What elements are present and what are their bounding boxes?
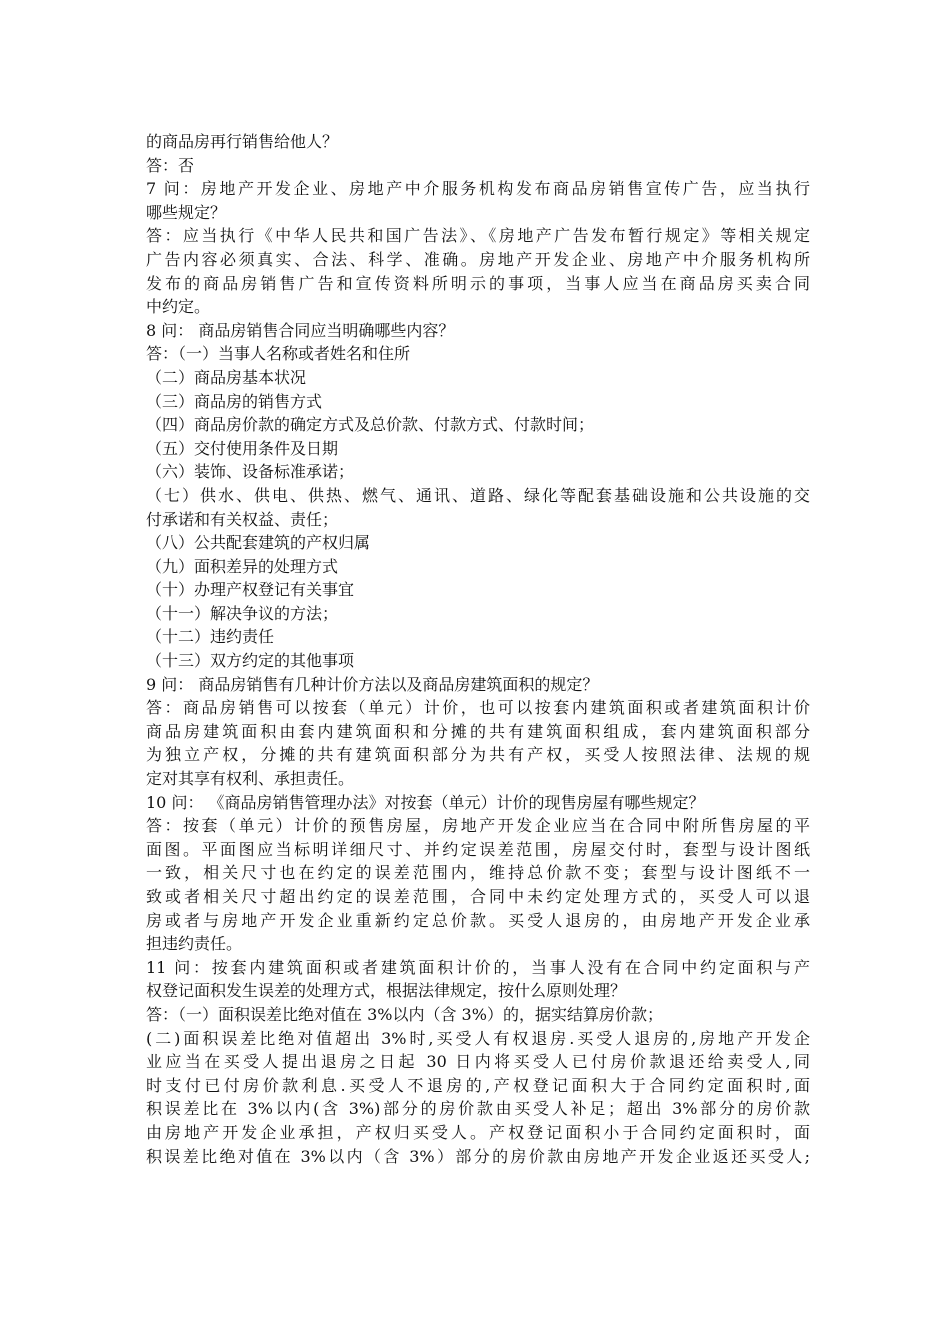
document-line: 担违约责任。 [146,934,243,954]
document-line: 一致，相关尺寸也在约定的误差范围内，维持总价款不变；套型与设计图纸不一 [146,863,810,883]
document-line: 商品房建筑面积由套内建筑面积和分摊的共有建筑面积组成，套内建筑面积部分 [146,721,810,741]
document-page [146,130,810,1168]
document-line: 中约定。 [146,297,211,317]
document-line: 广告内容必须真实、合法、科学、准确。房地产开发企业、房地产中介服务机构所 [146,249,810,269]
document-line: （八）公共配套建筑的产权归属 [146,533,371,553]
document-line: 答：（一）当事人名称或者姓名和住所 [146,344,411,364]
document-line: 积误差比绝对值在 3%以内（含 3%）部分的房价款由房地产开发企业返还买受人; [146,1146,810,1166]
document-line: （六）装饰、设备标准承诺； [146,462,355,482]
document-line: 哪些规定？ [146,202,227,222]
document-line: 答：应当执行《中华人民共和国广告法》、《房地产广告发布暂行规定》等相关规定 [146,226,810,246]
document-line: 积误差比在 3%以内(含 3%)部分的房价款由买受人补足；超出 3%部分的房价款 [146,1099,810,1119]
document-line: 11 问：按套内建筑面积或者建筑面积计价的，当事人没有在合同中约定面积与产 [146,957,810,977]
document-line: 答：（一）面积误差比绝对值在 3%以内（含 3%）的，据实结算房价款； [146,1004,663,1024]
document-line: 时支付已付房价款利息.买受人不退房的,产权登记面积大于合同约定面积时,面 [146,1075,810,1095]
document-line: 的商品房再行销售给他人？ [146,132,339,151]
document-line: 答：否 [146,155,195,175]
document-line: 定对其享有权利、承担责任。 [146,769,355,789]
document-line: 9 问： 商品房销售有几种计价方法以及商品房建筑面积的规定？ [146,674,599,694]
document-line: (二)面积误差比绝对值超出 3%时,买受人有权退房.买受人退房的,房地产开发企 [146,1028,810,1048]
document-line: 8 问： 商品房销售合同应当明确哪些内容？ [146,320,455,340]
document-line: 7 问：房地产开发企业、房地产中介服务机构发布商品房销售宣传广告，应当执行 [146,179,810,199]
document-line: （五）交付使用条件及日期 [146,438,339,458]
document-line: （九）面积差异的处理方式 [146,556,339,576]
document-line: 由房地产开发企业承担，产权归买受人。产权登记面积小于合同约定面积时，面 [146,1122,810,1142]
document-line: （三）商品房的销售方式 [146,391,323,411]
document-line: 权登记面积发生误差的处理方式，根据法律规定，按什么原则处理？ [146,981,627,1001]
document-line: （二）商品房基本状况 [146,367,307,387]
document-line: （十二）违约责任 [146,627,275,647]
document-line: 付承诺和有关权益、责任； [146,509,339,529]
document-line: 答：商品房销售可以按套（单元）计价，也可以按套内建筑面积或者建筑面积计价 [146,698,810,718]
document-line: 面图。平面图应当标明详细尺寸、并约定误差范围，房屋交付时，套型与设计图纸 [146,839,810,859]
document-line: （十三）双方约定的其他事项 [146,651,355,671]
document-line: 为独立产权，分摊的共有建筑面积部分为共有产权，买受人按照法律、法规的规 [146,745,810,765]
document-line: （十）办理产权登记有关事宜 [146,580,355,600]
document-line: （十一）解决争议的方法； [146,603,339,623]
document-line: （七）供水、供电、供热、燃气、通讯、道路、绿化等配套基础设施和公共设施的交 [146,485,810,505]
document-line: 房或者与房地产开发企业重新约定总价款。买受人退房的，由房地产开发企业承 [146,910,810,930]
document-line: 10 问： 《商品房销售管理办法》对按套（单元）计价的现售房屋有哪些规定？ [146,792,705,812]
document-line: 致或者相关尺寸超出约定的误差范围，合同中未约定处理方式的，买受人可以退 [146,887,810,906]
document-line: 答：按套（单元）计价的预售房屋，房地产开发企业应当在合同中附所售房屋的平 [146,816,810,836]
document-line: （四）商品房价款的确定方式及总价款、付款方式、付款时间； [146,415,595,435]
document-line: 业应当在买受人提出退房之日起 30 日内将买受人已付房价款退还给卖受人,同 [146,1052,810,1072]
document-body [146,130,810,1168]
document-line: 发布的商品房销售广告和宣传资料所明示的事项，当事人应当在商品房买卖合同 [146,273,810,293]
